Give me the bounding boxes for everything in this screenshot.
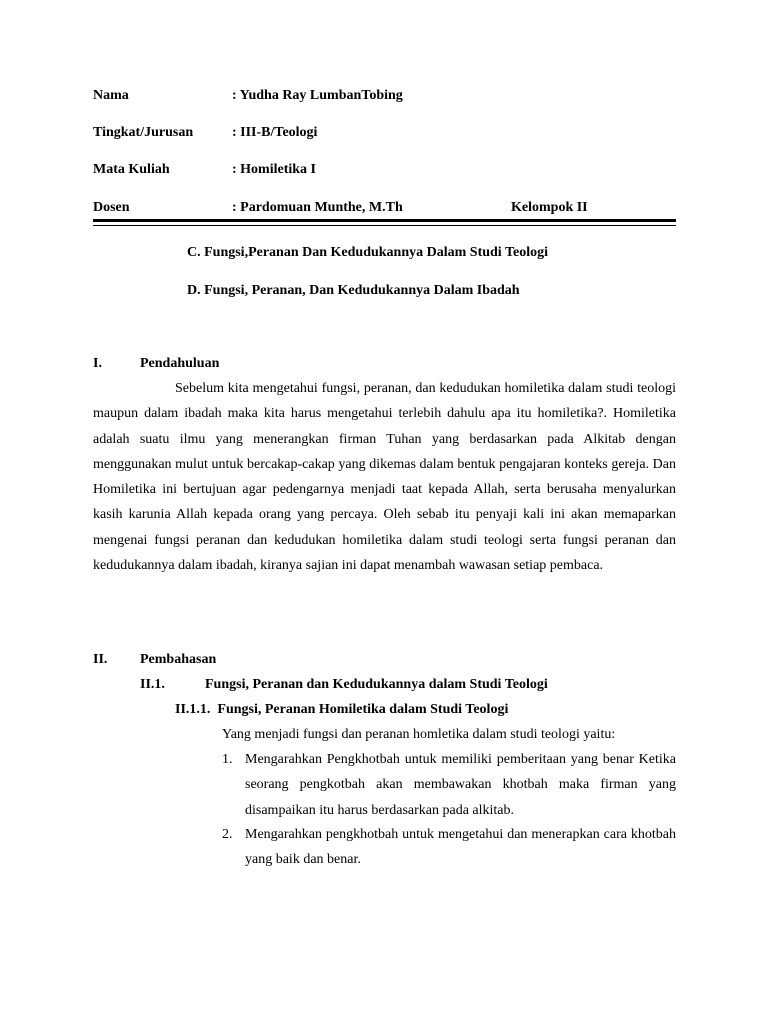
tingkat-label: Tingkat/Jurusan: [93, 125, 194, 140]
matakuliah-label: Mata Kuliah: [93, 162, 170, 177]
tingkat-value: : III-B/Teologi: [232, 125, 318, 140]
section-2-heading: Pembahasan: [140, 652, 217, 667]
section-2-numeral: II.: [93, 652, 108, 667]
dosen-value: : Pardomuan Munthe, M.Th: [232, 200, 403, 215]
subsection-2-1-number: II.1.: [140, 677, 165, 692]
header-rule-thick: [93, 219, 676, 222]
list-item-number: 1.: [222, 752, 233, 767]
list-item: Mengarahkan Pengkhotbah untuk memiliki pemberitaan yang benar Ketika seorang pengkotbah akan membawakan khotbah maka firman yang disampaikan itu harus berdasarkan pada alkitab.: [245, 752, 676, 818]
title-d: D. Fungsi, Peranan, Dan Kedudukannya Dalam Ibadah: [187, 283, 520, 298]
header-rule-thin: [93, 225, 676, 226]
dosen-label: Dosen: [93, 200, 130, 215]
section-1-heading: Pendahuluan: [140, 356, 220, 371]
subsection-intro: Yang menjadi fungsi dan peranan homletika dalam studi teologi yaitu:: [222, 727, 616, 742]
matakuliah-value: : Homiletika I: [232, 162, 316, 177]
subsection-2-1-1-title: II.1.1. Fungsi, Peranan Homiletika dalam Studi Teologi: [175, 702, 509, 717]
section-1-numeral: I.: [93, 356, 102, 371]
title-c: C. Fungsi,Peranan Dan Kedudukannya Dalam Studi Teologi: [187, 245, 548, 260]
kelompok-label: Kelompok II: [511, 200, 588, 215]
list-item-number: 2.: [222, 827, 233, 842]
nama-label: Nama: [93, 88, 129, 103]
section-1-body-text: Sebelum kita mengetahui fungsi, peranan, dan kedudukan homiletika dalam studi teologi maupun dalam ibadah maka kita harus mengetahui terlebih dahulu apa itu homiletika?. Homiletika adalah suatu ilmu yang menerangkan firman Tuhan yang berdasarkan pada Alkitab dengan menggunakan mulut untuk bercakap-cakap yang dikemas dalam bentuk pengajaran konteks gereja. Dan Homiletika ini bertujuan agar pedengarnya menjadi taat kepada Allah, serta berusaha menyalurkan kasih karunia Allah kepada orang yang percaya. Oleh sebab itu penyaji kali ini akan memaparkan mengenai fungsi peranan dan kedudukan homiletika dalam studi teologi serta fungsi peranan dan kedudukannya dalam ibadah, kiranya sajian ini dapat menambah wawasan setiap pembaca.: [93, 381, 676, 574]
list-item: Mengarahkan pengkhotbah untuk mengetahui dan menerapkan cara khotbah yang baik dan benar.: [245, 827, 676, 868]
section-1-body: [93, 376, 676, 578]
subsection-2-1-title: Fungsi, Peranan dan Kedudukannya dalam Studi Teologi: [205, 677, 548, 692]
nama-value: : Yudha Ray LumbanTobing: [232, 88, 403, 103]
